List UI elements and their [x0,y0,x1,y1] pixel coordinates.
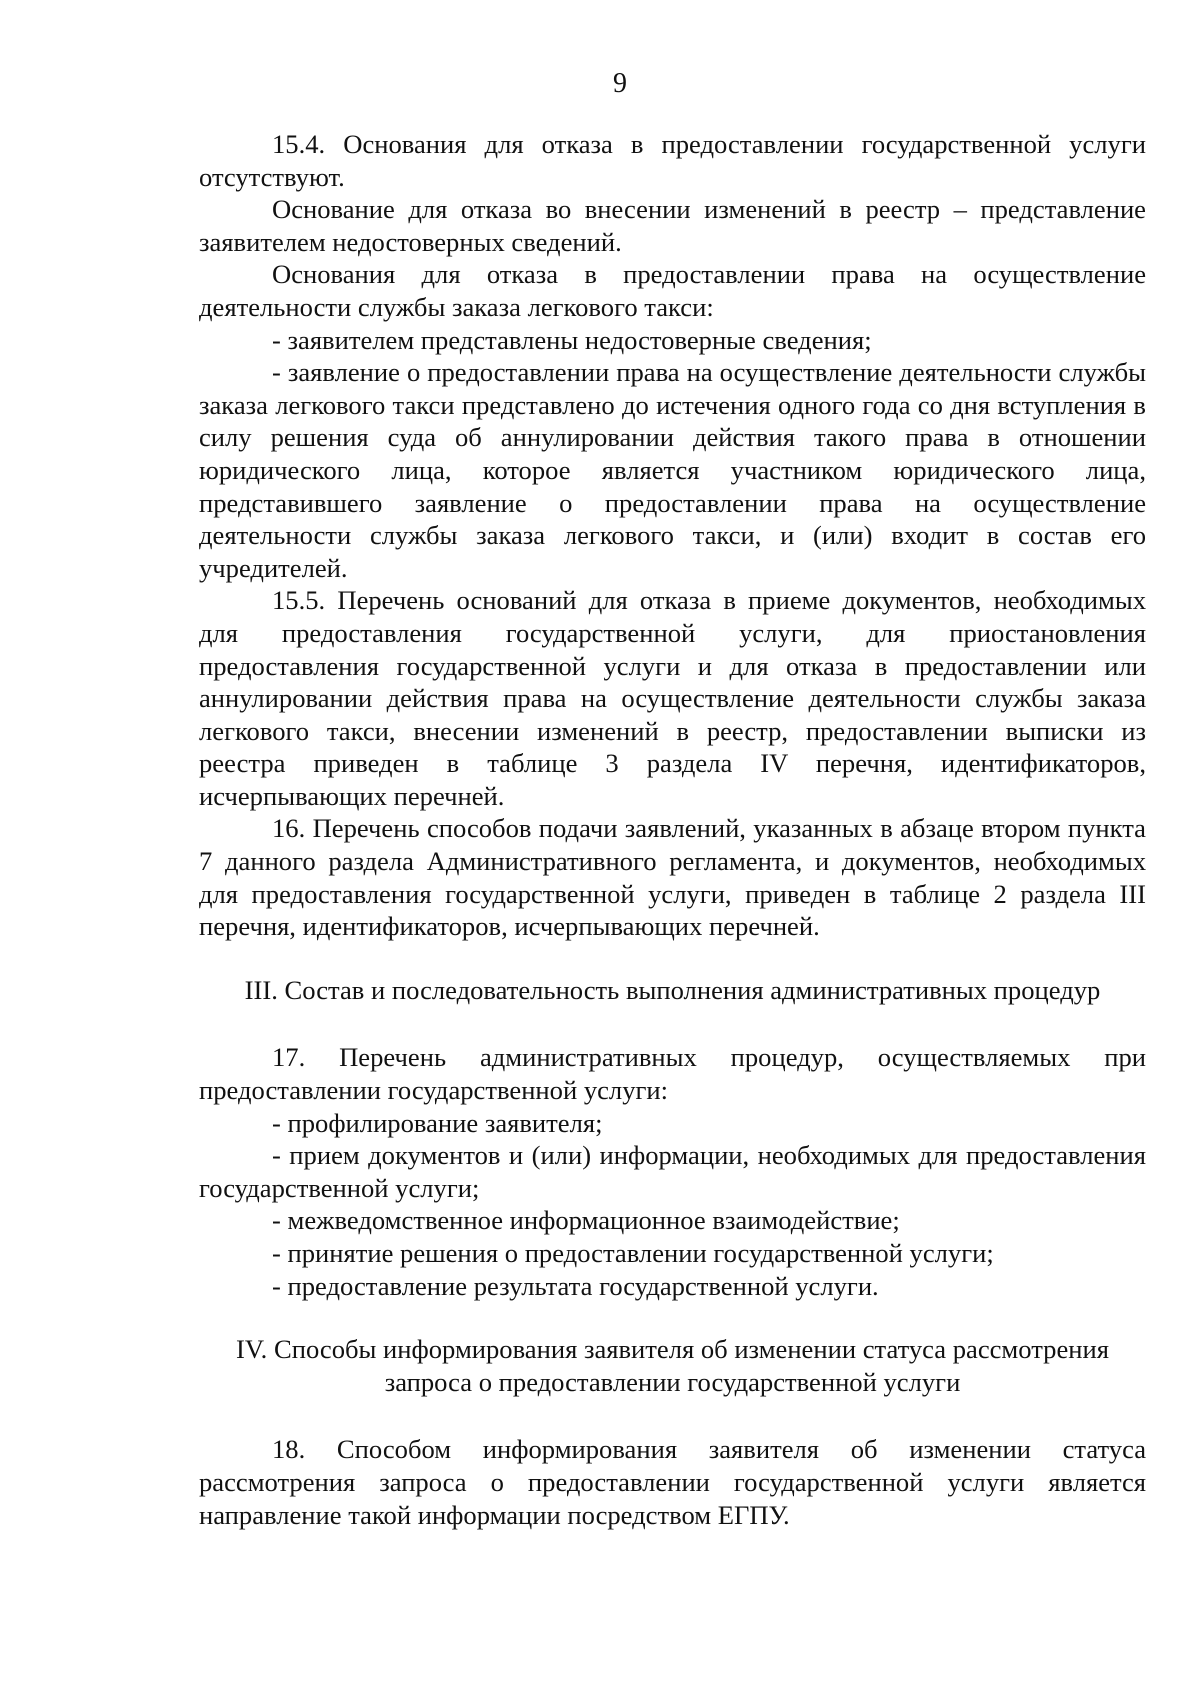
paragraph-17: 17. Перечень административных процедур, осуществляемых при предоставлении государственной услуги: [199,1042,1146,1106]
paragraph-15-4: 15.4. Основания для отказа в предоставлении государственной услуги отсутствуют. [199,129,1146,192]
section-4-heading-line-2: запроса о предоставлении государственной услуги [384,1366,961,1397]
paragraph-registry-refusal: Основание для отказа во внесении изменений в реестр – представление заявителем недостоверных сведений. [199,194,1146,257]
section-4-heading-line-1: IV. Способы информирования заявителя об изменении статуса рассмотрения [236,1334,1109,1365]
document-body [199,128,1146,1531]
list-item-early-application: - заявление о предоставлении права на осуществление деятельности службы заказа легкового такси представлено до истечения одного года со дня вступления в силу решения суда об аннулировании действия такого права в отношении юридического лица, которое является участником юридического лица, представившего заявление о предоставлении права на осуществление деятельности службы заказа легкового такси, и (или) входит в состав его учредителей. [199,357,1146,583]
list-item-interagency: - межведомственное информационное взаимодействие; [272,1205,900,1236]
section-3-heading: III. Состав и последовательность выполнения административных процедур [244,974,1101,1005]
list-item-decision: - принятие решения о предоставлении государственной услуги; [272,1238,994,1268]
list-item-profiling: - профилирование заявителя; [272,1107,603,1138]
paragraph-16: 16. Перечень способов подачи заявлений, указанных в абзаце втором пункта 7 данного раздела Административного регламента, и документов, необходимых для предоставления государственной услуги, приведен в таблице 2 раздела III перечня, идентификаторов, исчерпывающих перечней. [199,813,1146,942]
list-item-document-reception: - прием документов и (или) информации, необходимых для предоставления государственной услуги; [199,1140,1146,1203]
paragraph-15-5: 15.5. Перечень оснований для отказа в приеме документов, необходимых для предоставления государственной услуги, для приостановления предоставления государственной услуги и для отказа в предоставлении или аннулировании действия права на осуществление деятельности службы заказа легкового такси, внесении изменений в реестр, предоставлении выписки из реестра приведен в таблице 3 раздела IV перечня, идентификаторов, исчерпывающих перечней. [199,585,1146,811]
page-number: 9 [613,68,627,99]
list-item-result: - предоставление результата государственной услуги. [272,1270,879,1301]
paragraph-18: 18. Способом информирования заявителя об изменении статуса рассмотрения запроса о предоставлении государственной услуги является направление такой информации посредством ЕГПУ. [199,1434,1146,1530]
paragraph-right-refusal-grounds: Основания для отказа в предоставлении права на осуществление деятельности службы заказа легкового такси: [199,259,1146,322]
list-item-false-info: - заявителем представлены недостоверные сведения; [272,324,872,355]
